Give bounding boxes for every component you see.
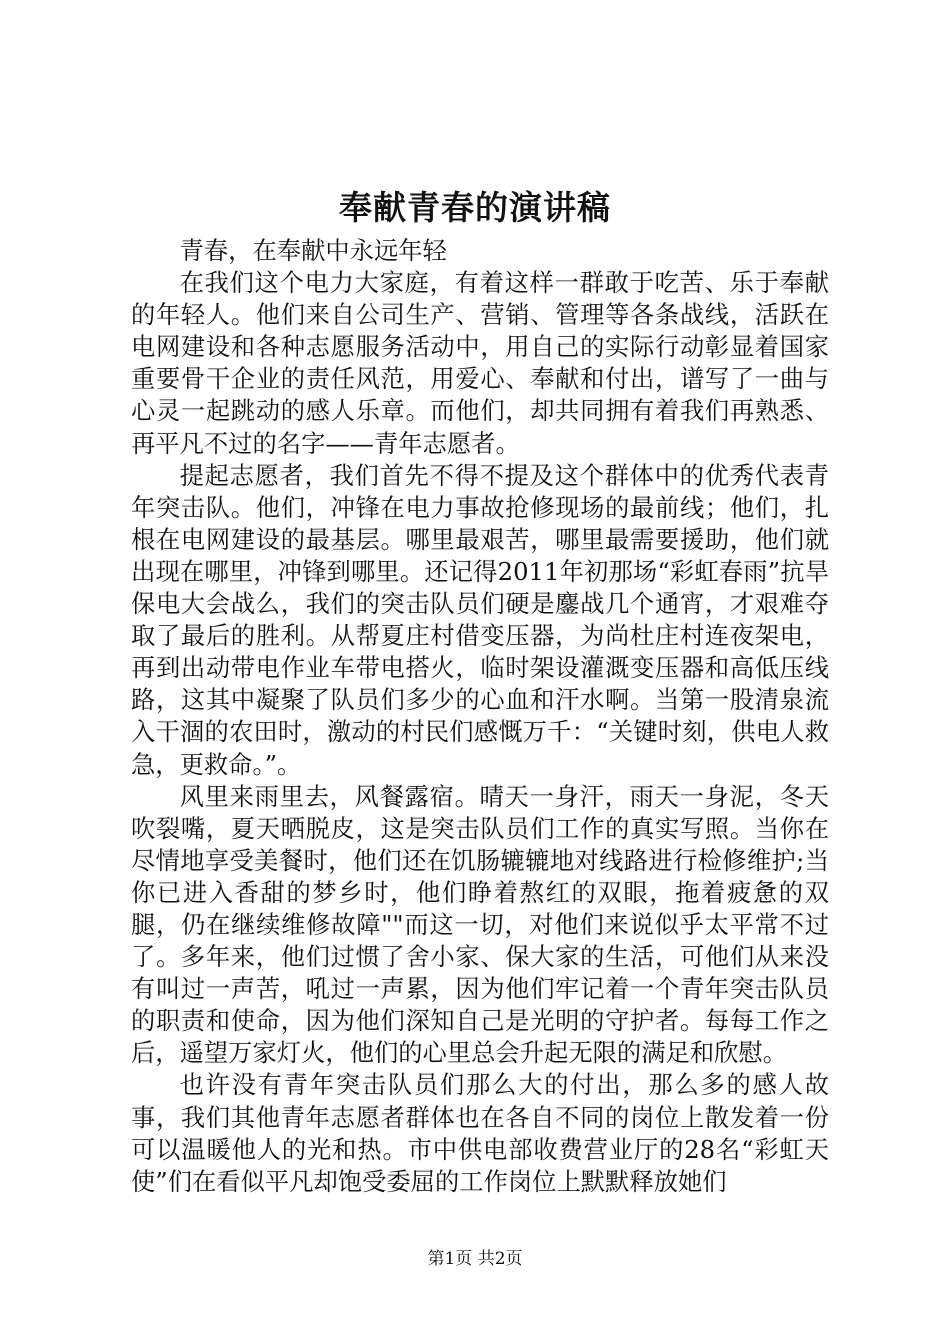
body-paragraph: 在我们这个电力大家庭，有着这样一群敢于吃苦、乐于奉献的年轻人。他们来自公司生产、营销、管理等各条战线，活跃在电网建设和各种志愿服务活动中，用自己的实际行动彰显着国家重要骨干企业的责任风范，用爱心、奉献和付出，谱写了一曲与心灵一起跳动的感人乐章。而他们，却共同拥有着我们再熟悉、再平凡不过的名字——青年志愿者。 (131, 268, 829, 458)
body-paragraph: 也许没有青年突击队员们那么大的付出，那么多的感人故事，我们其他青年志愿者群体也在各自不同的岗位上散发着一份可以温暖他人的光和热。市中供电部收费营业厅的28名“彩虹天使”们在看似平凡却饱受委屈的工作岗位上默默释放她们 (131, 1070, 829, 1196)
document-title: 奉献青春的演讲稿 (339, 188, 611, 227)
document-body (131, 235, 829, 1198)
page-footer: 第1页 共2页 (427, 1249, 523, 1269)
body-paragraph: 提起志愿者，我们首先不得不提及这个群体中的优秀代表青年突击队。他们，冲锋在电力事故抢修现场的最前线；他们，扎根在电网建设的最基层。哪里最艰苦，哪里最需要援助，他们就出现在哪里，冲锋到哪里。还记得2011年初那场“彩虹春雨”抗旱保电大会战么，我们的突击队员们硬是鏖战几个通宵，才艰难夺取了最后的胜利。从帮夏庄村借变压器，为尚杜庄村连夜架电，再到出动带电作业车带电搭火，临时架设灌溉变压器和高低压线路，这其中凝聚了队员们多少的心血和汗水啊。当第一股清泉流入干涸的农田时，激动的村民们感慨万千：“关键时刻，供电人救急，更救命。”。 (131, 460, 829, 779)
subtitle-paragraph: 青春，在奉献中永远年轻 (179, 236, 447, 265)
body-paragraph: 风里来雨里去，风餐露宿。晴天一身汗，雨天一身泥，冬天吹裂嘴，夏天晒脱皮，这是突击队员们工作的真实写照。当你在尽情地享受美餐时，他们还在饥肠辘辘地对线路进行检修维护;当你已进入香甜的梦乡时，他们睁着熬红的双眼，拖着疲惫的双腿，仍在继续维修故障""而这一切，对他们来说似乎太平常不过了。多年来，他们过惯了舍小家、保大家的生活，可他们从来没有叫过一声苦，吼过一声累，因为他们牢记着一个青年突击队员的职责和使命，因为他们深知自己是光明的守护者。每每工作之后，遥望万家灯火，他们的心里总会升起无限的满足和欣慰。 (131, 781, 829, 1068)
